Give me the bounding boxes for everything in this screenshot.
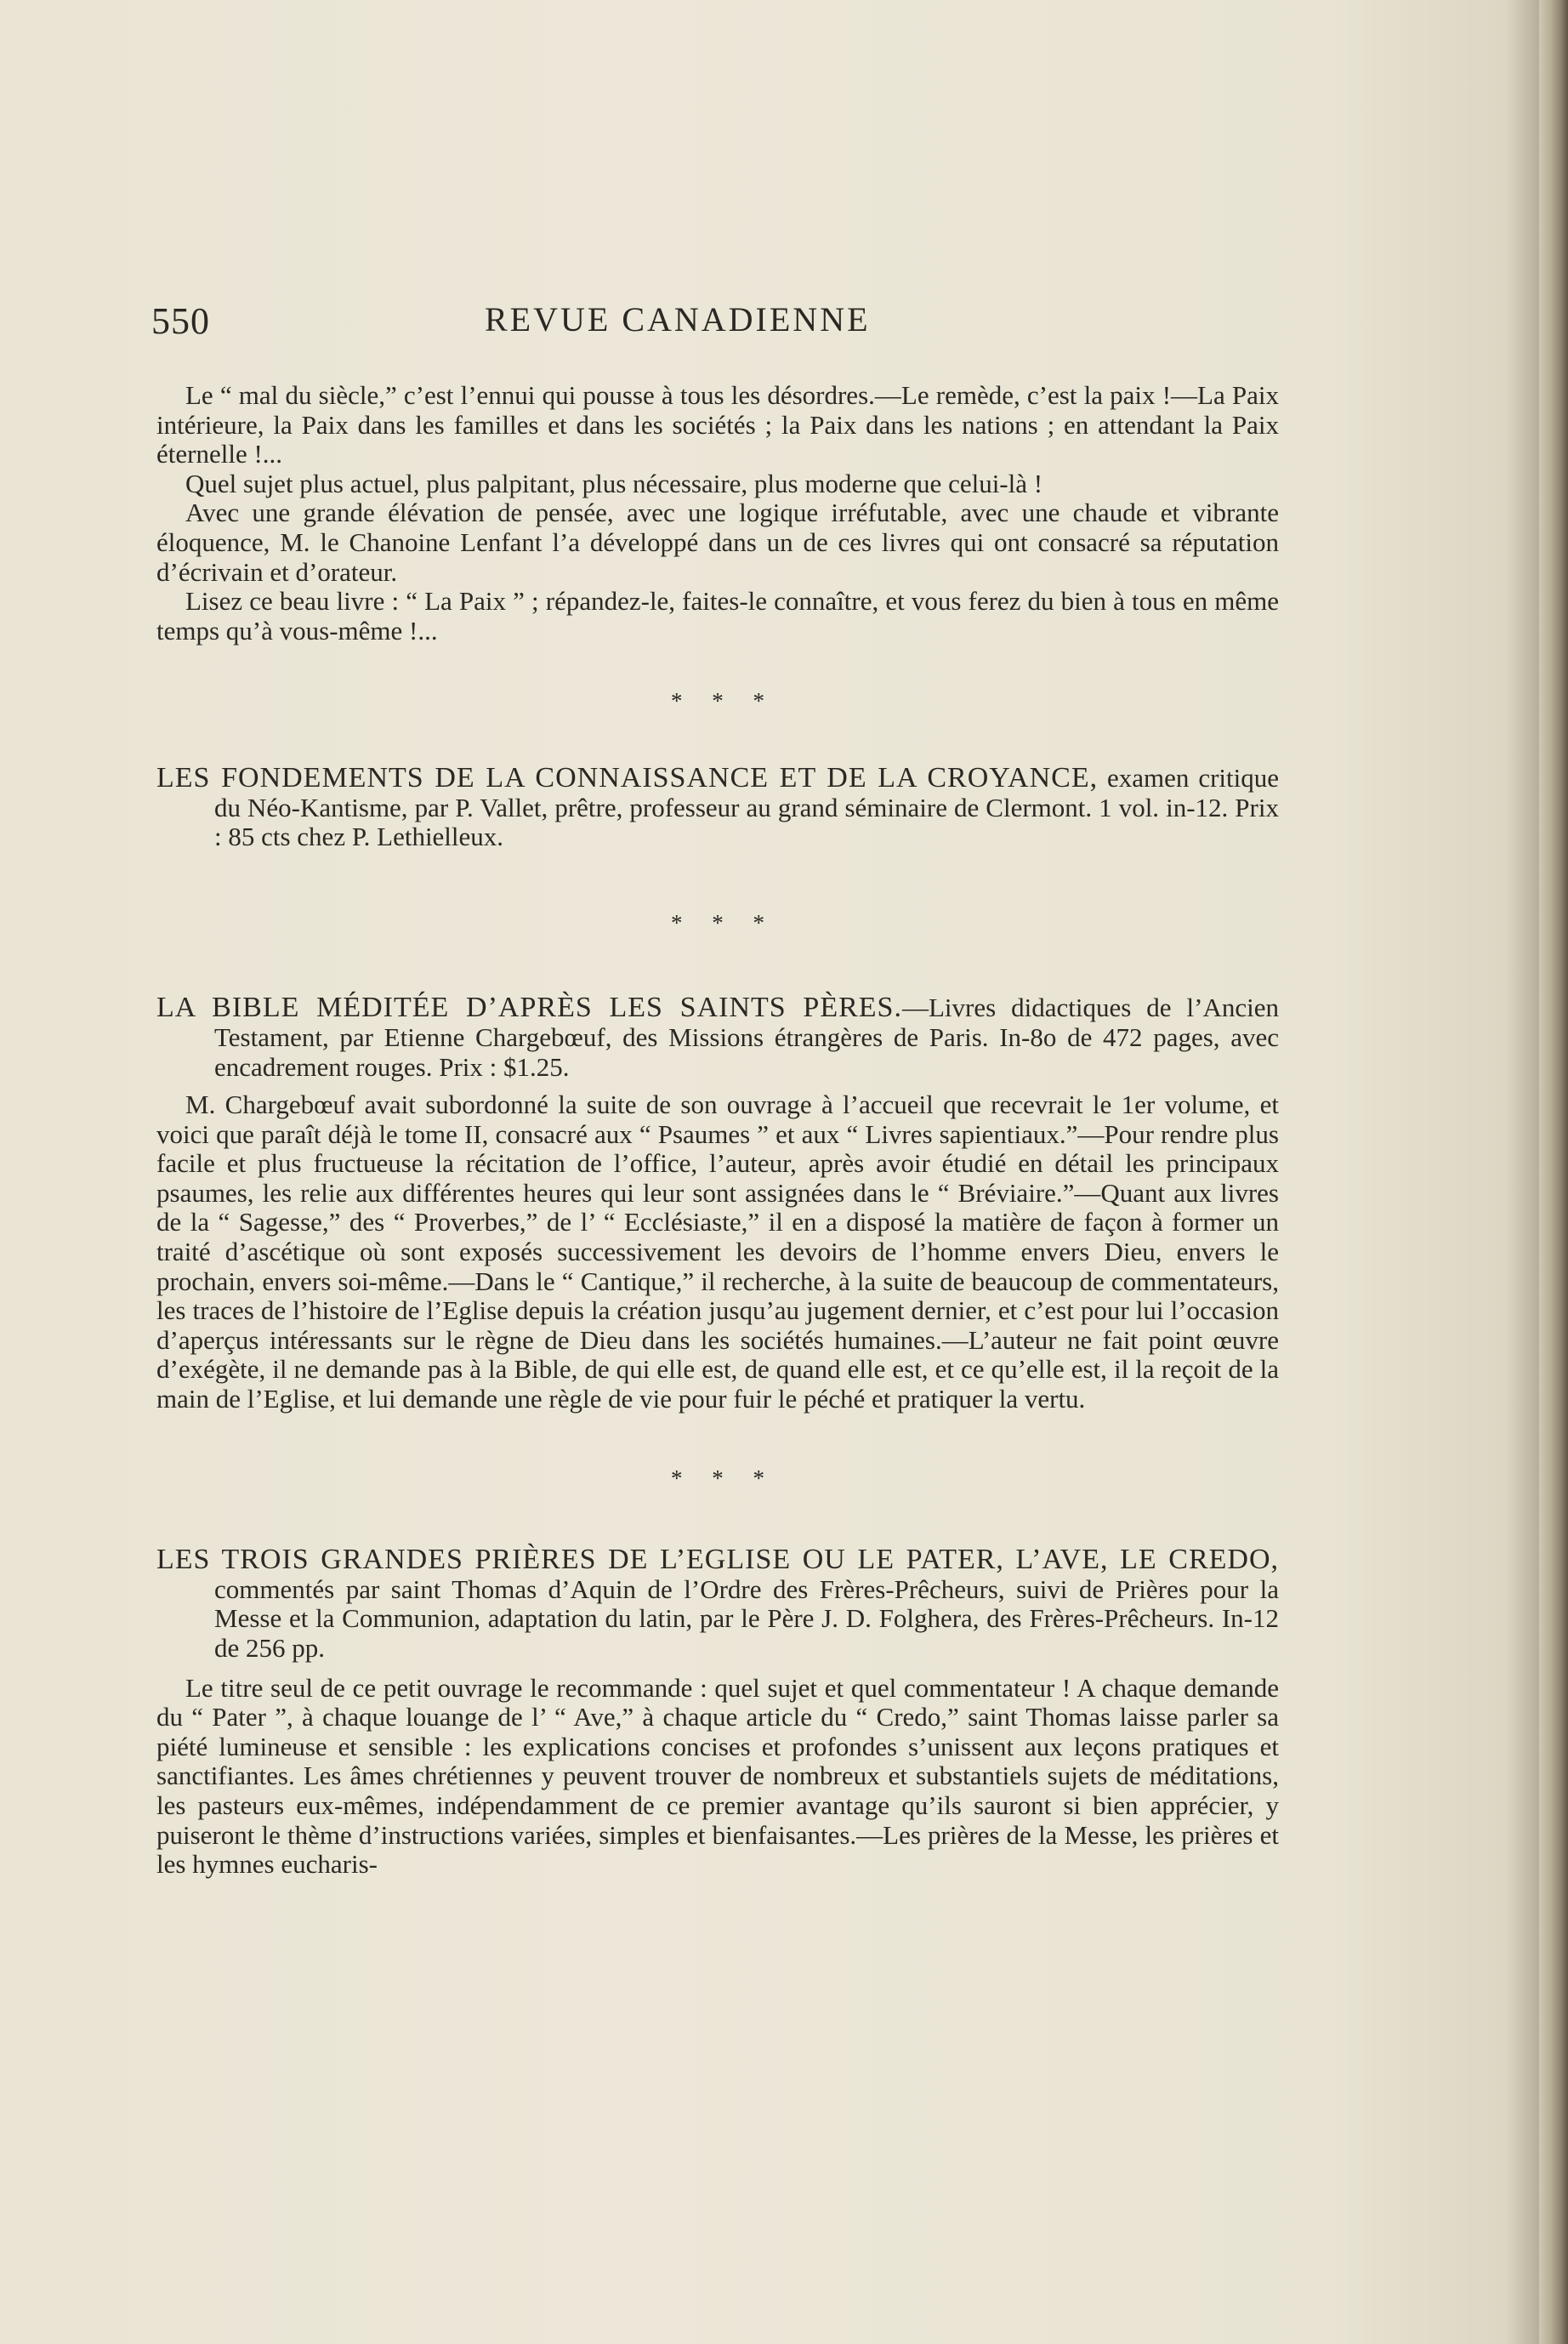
page-edge <box>1539 0 1568 2344</box>
section-separator: * * * <box>671 688 776 714</box>
book-description: commentés par saint Thomas d’Aquin de l’Ordre des Frères-Prêcheurs, suivi de Prières pour la Messe et la Communion, adaptation du latin, par le Père J. D. Folghera, des Frères-Prêcheurs. In-12 de 256 pp. <box>214 1573 1279 1663</box>
section-separator: * * * <box>671 909 776 936</box>
book-description: —Livres didactiques de l’Ancien Testament, par Etienne Chargebœuf, des Missions étrangères de Paris. In-8o de 472 pages, avec encadrement rouges. Prix : $1.25. <box>214 993 1279 1082</box>
intro-paragraph-1: Le “ mal du siècle,” c’est l’ennui qui pousse à tous les désordres.—Le remède, c’est la paix !—La Paix intérieure, la Paix dans les familles et dans les sociétés ; la Paix dans les nations ; en attendant la Paix éternelle !... <box>156 380 1279 469</box>
book-description: examen critique du Néo-Kantisme, par P. Vallet, prêtre, professeur au grand séminaire de Clermont. 1 vol. in-12. Prix : 85 cts chez P. Lethielleux. <box>214 762 1280 852</box>
intro-paragraph-2: Quel sujet plus actuel, plus palpitant, plus nécessaire, plus moderne que celui-là ! <box>185 468 1043 498</box>
book-title: LES TROIS GRANDES PRIÈRES DE L’EGLISE OU LE PATER, L’AVE, LE CREDO, <box>156 1544 1279 1576</box>
book-review: Le titre seul de ce petit ouvrage le recommande : quel sujet et quel commentateur ! A chaque demande du “ Pater ”, à chaque louange de l’ “ Ave,” à chaque article du “ Credo,” saint Thomas laisse parler sa piété lumineuse et sensible : les explications concises et profondes s’unissent aux leçons pratiques et sanctifiantes. Les âmes chrétiennes y peuvent trouver de nombreux et substantiels sujets de méditations, les pasteurs eux-mêmes, indépendamment de ce premier avantage qu’ils sauront si bien apprécier, y puiseront le thème d’instructions variées, simples et bienfaisantes.—Les prières de la Messe, les prières et les hymnes eucharis- <box>156 1672 1279 1880</box>
intro-paragraph-3: Avec une grande élévation de pensée, avec une logique irréfutable, avec une chaude et vibrante éloquence, M. le Chanoine Lenfant l’a développé dans un de ces livres qui ont consacré sa réputation d’écrivain et d’orateur. <box>156 498 1279 587</box>
intro-paragraph-4: Lisez ce beau livre : “ La Paix ” ; répandez-le, faites-le connaître, et vous ferez du bien à tous en même temps qu’à vous-même !... <box>156 586 1279 646</box>
text-column <box>156 381 1279 1880</box>
book-title: LES FONDEMENTS DE LA CONNAISSANCE ET DE LA CROYANCE, <box>156 761 1099 794</box>
book-entry-2 <box>156 993 1279 1082</box>
book-review: M. Chargebœuf avait subordonné la suite de son ouvrage à l’accueil que recevrait le 1er volume, et voici que paraît déjà le tome II, consacré aux “ Psaumes ” et aux “ Livres sapientiaux.”—Pour rendre plus facile et plus fructueuse la récitation de l’office, l’auteur, après avoir étudié en détail les principaux psaumes, les relie aux différentes heures qui leur sont assignées dans le “ Bréviaire.”—Quant aux livres de la “ Sagesse,” des “ Proverbes,” de l’ “ Ecclésiaste,” il en a disposé la matière de façon à former un traité d’ascétique où sont exposés successivement les devoirs de l’homme envers Dieu, envers le prochain, envers soi-même.—Dans le “ Cantique,” il recherche, à la suite de beaucoup de commentateurs, les traces de l’histoire de l’Eglise depuis la création jusqu’au jugement dernier, et c’est pour lui l’occasion d’aperçus intéressants sur le règne de Dieu dans les sociétés humaines.—L’auteur ne fait point œuvre d’exégète, il ne demande pas à la Bible, de qui elle est, de quand elle est, et ce qu’elle est, il la reçoit de la main de l’Eglise, et lui demande une règle de vie pour fuir le péché et pratiquer la vertu. <box>156 1090 1279 1414</box>
book-entry-1 <box>156 761 1280 852</box>
book-title: LA BIBLE MÉDITÉE D’APRÈS LES SAINTS PÈRES. <box>156 992 902 1024</box>
running-title: REVUE CANADIENNE <box>485 300 871 339</box>
page-number: 550 <box>151 300 210 342</box>
section-separator: * * * <box>671 1465 776 1491</box>
book-entry-3 <box>156 1545 1279 1663</box>
page-header <box>151 299 1274 350</box>
